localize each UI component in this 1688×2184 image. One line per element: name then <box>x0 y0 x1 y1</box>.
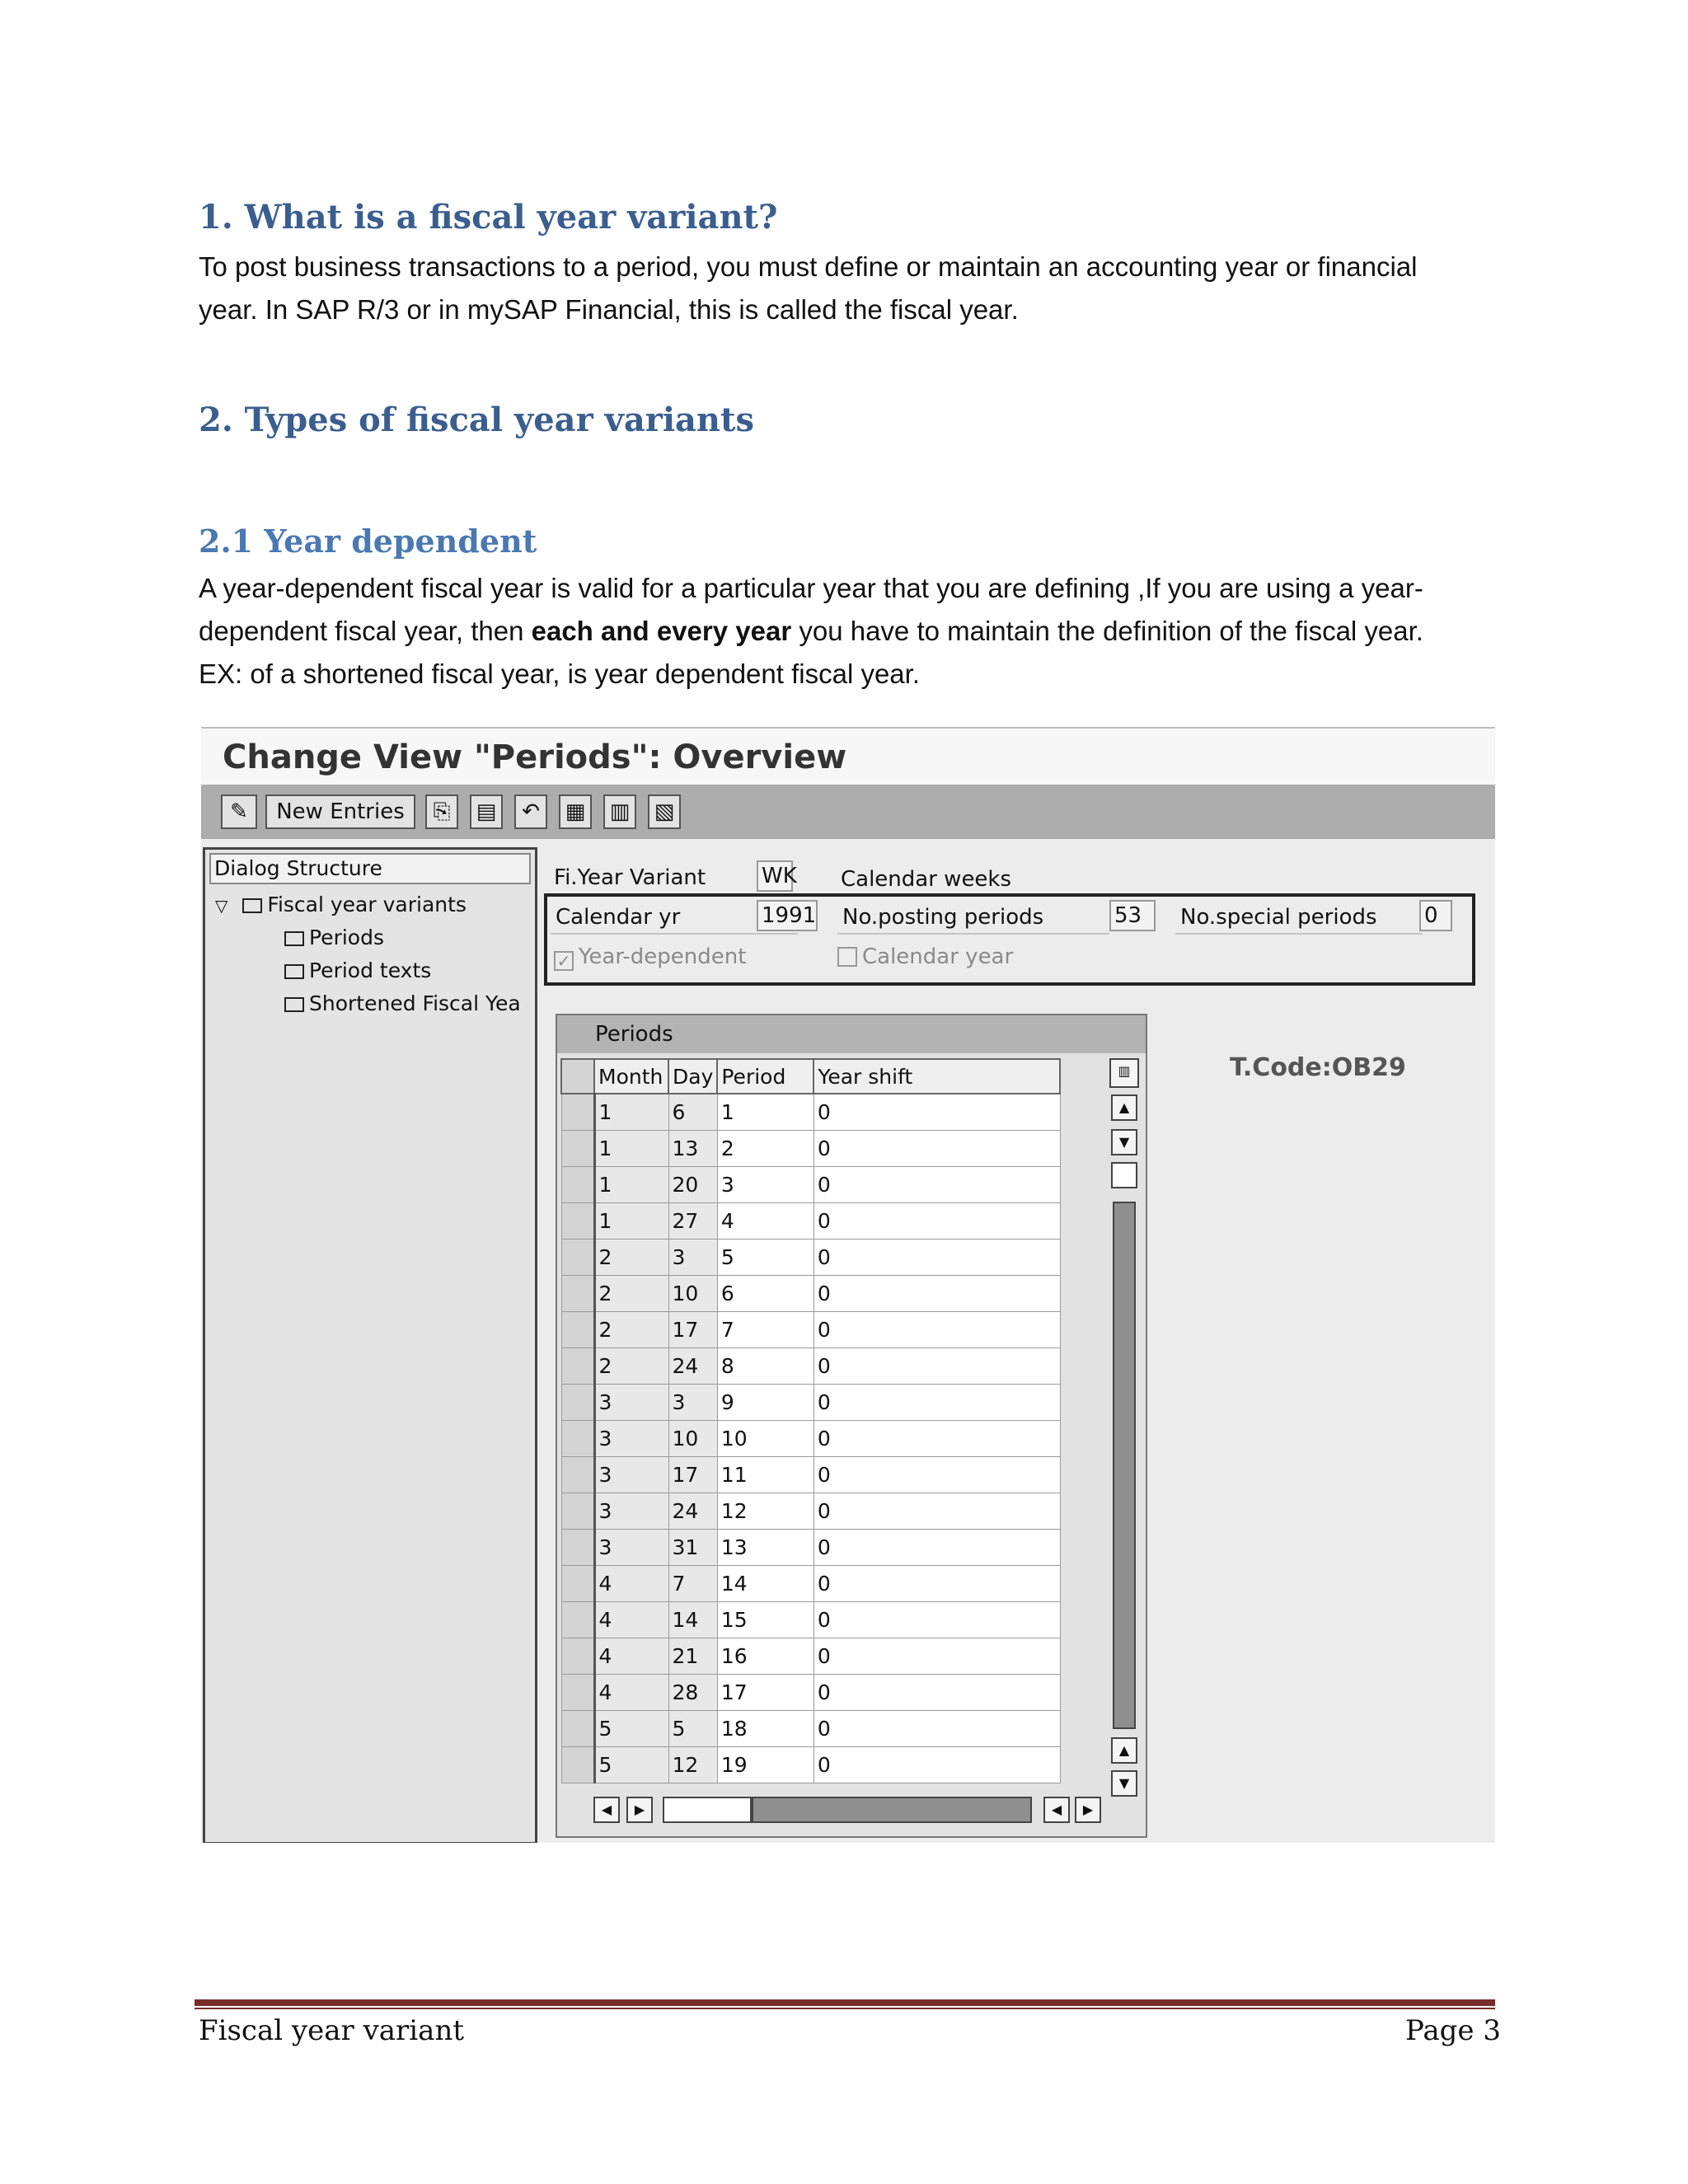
period-cell[interactable]: 14 <box>717 1566 814 1602</box>
row-selector[interactable] <box>561 1421 594 1457</box>
year-shift-cell[interactable]: 0 <box>814 1421 1060 1457</box>
scroll-last-icon[interactable]: ▶ <box>1075 1797 1101 1823</box>
day-cell[interactable]: 27 <box>668 1203 717 1240</box>
month-cell[interactable]: 3 <box>594 1530 668 1566</box>
table-row[interactable] <box>561 1457 1060 1493</box>
scroll-up-icon[interactable]: ▲ <box>1111 1094 1137 1121</box>
special-periods-field[interactable]: 0 <box>1419 900 1452 931</box>
month-cell[interactable]: 4 <box>594 1602 668 1638</box>
posting-periods-label: No.posting periods <box>837 902 1109 935</box>
h-scroll-thumb[interactable] <box>663 1797 752 1823</box>
folder-icon <box>242 898 262 913</box>
table-row[interactable] <box>561 1602 1060 1638</box>
row-selector[interactable] <box>561 1747 594 1783</box>
day-cell[interactable]: 13 <box>668 1131 717 1167</box>
year-shift-cell[interactable]: 0 <box>814 1638 1060 1675</box>
period-cell[interactable]: 6 <box>717 1276 814 1312</box>
month-cell[interactable]: 1 <box>594 1203 668 1240</box>
period-cell[interactable]: 18 <box>717 1711 814 1747</box>
row-selector[interactable] <box>561 1312 594 1348</box>
day-cell[interactable]: 17 <box>668 1457 717 1493</box>
sap-toolbar <box>201 785 1495 839</box>
row-selector[interactable] <box>561 1638 594 1675</box>
transaction-code-label: T.Code:OB29 <box>1230 1053 1406 1082</box>
table-row[interactable] <box>561 1638 1060 1675</box>
tree-item-shortened-fiscal-year[interactable]: Shortened Fiscal Yea <box>284 991 521 1015</box>
month-cell[interactable]: 3 <box>594 1421 668 1457</box>
day-cell[interactable]: 5 <box>668 1711 717 1747</box>
delete-icon[interactable]: ▤ <box>470 794 503 829</box>
period-cell[interactable]: 9 <box>717 1385 814 1421</box>
year-shift-cell[interactable]: 0 <box>814 1240 1060 1276</box>
row-selector[interactable] <box>561 1167 594 1203</box>
year-shift-cell[interactable]: 0 <box>814 1457 1060 1493</box>
month-cell[interactable]: 2 <box>594 1348 668 1385</box>
section-1-line-2: year. In SAP R/3 or in mySAP Financial, this is called the fiscal year. <box>199 294 1019 325</box>
copy-icon[interactable]: ⎘ <box>425 794 458 829</box>
period-cell[interactable]: 5 <box>717 1240 814 1276</box>
row-selector[interactable] <box>561 1094 594 1131</box>
table-row[interactable] <box>561 1240 1060 1276</box>
table-row[interactable] <box>561 1747 1060 1783</box>
select-all-icon[interactable]: ▦ <box>559 794 592 829</box>
edit-glasses-icon[interactable]: ✎ <box>221 794 257 829</box>
tree-item-fiscal-year-variants[interactable]: ▽ Fiscal year variants <box>215 893 467 916</box>
table-row[interactable] <box>561 1566 1060 1602</box>
year-shift-cell[interactable]: 0 <box>814 1530 1060 1566</box>
folder-icon <box>284 964 304 979</box>
table-row[interactable] <box>561 1131 1060 1167</box>
day-cell[interactable]: 10 <box>668 1421 717 1457</box>
row-selector[interactable] <box>561 1457 594 1493</box>
tree-item-period-texts[interactable]: Period texts <box>284 958 431 982</box>
year-shift-cell[interactable]: 0 <box>814 1747 1060 1783</box>
open-folder-icon <box>284 931 304 946</box>
scroll-left-icon[interactable]: ◀ <box>593 1797 620 1823</box>
month-cell[interactable]: 4 <box>594 1638 668 1675</box>
month-cell[interactable]: 3 <box>594 1385 668 1421</box>
special-periods-label: No.special periods <box>1175 902 1423 935</box>
month-cell[interactable]: 1 <box>594 1167 668 1203</box>
row-selector[interactable] <box>561 1602 594 1638</box>
day-cell[interactable]: 6 <box>668 1094 717 1131</box>
expand-triangle-icon[interactable]: ▽ <box>215 896 228 916</box>
scroll-page-down-icon[interactable]: ▼ <box>1111 1770 1137 1797</box>
scroll-right-icon[interactable]: ▶ <box>626 1797 653 1823</box>
section-1-heading: 1. What is a fiscal year variant? <box>199 198 778 237</box>
calendar-year-label: Calendar yr <box>551 902 798 935</box>
table-row[interactable] <box>561 1385 1060 1421</box>
month-cell[interactable]: 1 <box>594 1131 668 1167</box>
day-cell[interactable]: 7 <box>668 1566 717 1602</box>
year-shift-cell[interactable]: 0 <box>814 1493 1060 1530</box>
period-cell[interactable]: 2 <box>717 1131 814 1167</box>
section-2-1-heading: 2.1 Year dependent <box>199 523 537 560</box>
h-scroll-track[interactable] <box>752 1797 1032 1823</box>
dialog-structure-header: Dialog Structure <box>209 853 531 884</box>
checkmark-icon: ✓ <box>554 951 574 971</box>
column-header-year-shift[interactable]: Year shift <box>814 1059 1060 1094</box>
period-cell[interactable]: 19 <box>717 1747 814 1783</box>
fy-variant-field[interactable]: WK <box>757 860 793 892</box>
year-shift-cell[interactable]: 0 <box>814 1203 1060 1240</box>
sap-title-bar <box>201 727 1495 786</box>
month-cell[interactable]: 5 <box>594 1747 668 1783</box>
fy-variant-description: Calendar weeks <box>841 867 1012 892</box>
year-shift-cell[interactable]: 0 <box>814 1167 1060 1203</box>
row-selector[interactable] <box>561 1203 594 1240</box>
period-cell[interactable]: 17 <box>717 1675 814 1711</box>
section-2-1-line-1: A year-dependent fiscal year is valid for a particular year that you are defining ,If you are using a year- <box>199 573 1423 603</box>
day-cell[interactable]: 10 <box>668 1276 717 1312</box>
month-cell[interactable]: 4 <box>594 1566 668 1602</box>
footer-rule-thin <box>195 2008 1495 2009</box>
year-shift-cell[interactable]: 0 <box>814 1348 1060 1385</box>
month-cell[interactable]: 2 <box>594 1276 668 1312</box>
row-selector[interactable] <box>561 1240 594 1276</box>
month-cell[interactable]: 3 <box>594 1493 668 1530</box>
section-2-1-line-2: dependent fiscal year, then each and every year you have to maintain the definition of the fiscal year. <box>199 616 1423 646</box>
year-shift-cell[interactable]: 0 <box>814 1312 1060 1348</box>
day-cell[interactable]: 24 <box>668 1493 717 1530</box>
section-1-body <box>199 246 1501 331</box>
section-2-heading: 2. Types of fiscal year variants <box>199 401 755 439</box>
row-selector[interactable] <box>561 1675 594 1711</box>
calendar-year-checkbox[interactable]: Calendar year <box>837 944 1013 969</box>
day-cell[interactable]: 3 <box>668 1385 717 1421</box>
fy-variant-label: Fi.Year Variant <box>554 865 706 890</box>
period-cell[interactable]: 7 <box>717 1312 814 1348</box>
section-2-1-body <box>199 567 1501 696</box>
table-row[interactable] <box>561 1530 1060 1566</box>
day-cell[interactable]: 17 <box>668 1312 717 1348</box>
day-cell[interactable]: 3 <box>668 1240 717 1276</box>
scroll-first-icon[interactable]: ◀ <box>1043 1797 1070 1823</box>
period-cell[interactable]: 10 <box>717 1421 814 1457</box>
table-settings-icon[interactable]: ▥ <box>1109 1058 1139 1088</box>
table-row[interactable] <box>561 1348 1060 1385</box>
column-header-day[interactable]: Day <box>668 1059 717 1094</box>
period-cell[interactable]: 1 <box>717 1094 814 1131</box>
period-cell[interactable]: 16 <box>717 1638 814 1675</box>
vertical-scrollbar[interactable] <box>1111 1094 1139 1791</box>
year-shift-cell[interactable]: 0 <box>814 1711 1060 1747</box>
table-row[interactable] <box>561 1203 1060 1240</box>
day-cell[interactable]: 21 <box>668 1638 717 1675</box>
year-shift-cell[interactable]: 0 <box>814 1385 1060 1421</box>
periods-table-title: Periods <box>557 1015 1146 1053</box>
month-cell[interactable]: 1 <box>594 1094 668 1131</box>
month-cell[interactable]: 2 <box>594 1312 668 1348</box>
emphasis-text: each and every year <box>531 616 792 646</box>
period-cell[interactable]: 3 <box>717 1167 814 1203</box>
period-cell[interactable]: 12 <box>717 1493 814 1530</box>
year-shift-cell[interactable]: 0 <box>814 1566 1060 1602</box>
year-shift-cell[interactable]: 0 <box>814 1276 1060 1312</box>
day-cell[interactable]: 31 <box>668 1530 717 1566</box>
posting-periods-field[interactable]: 53 <box>1109 900 1156 931</box>
row-selector[interactable] <box>561 1493 594 1530</box>
column-header-month[interactable]: Month <box>594 1059 668 1094</box>
row-selector[interactable] <box>561 1566 594 1602</box>
year-shift-cell[interactable]: 0 <box>814 1131 1060 1167</box>
year-shift-cell[interactable]: 0 <box>814 1602 1060 1638</box>
section-2-1-line-3: EX: of a shortened fiscal year, is year dependent fiscal year. <box>199 658 920 689</box>
table-row[interactable] <box>561 1421 1060 1457</box>
folder-icon <box>284 997 304 1012</box>
day-cell[interactable]: 24 <box>668 1348 717 1385</box>
scroll-track[interactable] <box>1113 1202 1136 1729</box>
year-dependent-checkbox[interactable]: ✓ Year-dependent <box>554 944 746 971</box>
row-selector[interactable] <box>561 1530 594 1566</box>
row-selector[interactable] <box>561 1131 594 1167</box>
section-1-line-1: To post business transactions to a period, you must define or maintain an accounting year or financial <box>199 251 1418 282</box>
table-row[interactable] <box>561 1276 1060 1312</box>
year-shift-cell[interactable]: 0 <box>814 1094 1060 1131</box>
period-cell[interactable]: 15 <box>717 1602 814 1638</box>
month-cell[interactable]: 4 <box>594 1675 668 1711</box>
scroll-page-up-icon[interactable]: ▲ <box>1111 1737 1137 1764</box>
scroll-down-icon[interactable]: ▼ <box>1111 1129 1137 1155</box>
year-shift-cell[interactable]: 0 <box>814 1675 1060 1711</box>
month-cell[interactable]: 2 <box>594 1240 668 1276</box>
table-row[interactable] <box>561 1312 1060 1348</box>
footer-title: Fiscal year variant <box>199 2014 465 2047</box>
row-selector[interactable] <box>561 1385 594 1421</box>
new-entries-button[interactable]: New Entries <box>265 794 415 829</box>
sap-screenshot <box>201 727 1495 1843</box>
periods-table-panel <box>556 1014 1147 1838</box>
row-selector[interactable] <box>561 1348 594 1385</box>
deselect-all-icon[interactable]: ▧ <box>648 794 681 829</box>
column-header-period[interactable]: Period <box>717 1059 814 1094</box>
period-cell[interactable]: 13 <box>717 1530 814 1566</box>
row-selector[interactable] <box>561 1711 594 1747</box>
day-cell[interactable]: 20 <box>668 1167 717 1203</box>
day-cell[interactable]: 28 <box>668 1675 717 1711</box>
period-cell[interactable]: 8 <box>717 1348 814 1385</box>
calendar-year-field[interactable]: 1991 <box>757 900 818 931</box>
footer-rule-thick <box>195 1999 1495 2006</box>
horizontal-scrollbar[interactable] <box>593 1797 1121 1823</box>
dialog-structure-panel <box>203 847 537 1843</box>
table-header-row <box>561 1059 1060 1094</box>
sap-screen-title: Change View "Periods": Overview <box>223 738 847 776</box>
select-block-icon[interactable]: ▥ <box>603 794 636 829</box>
scroll-thumb[interactable] <box>1111 1162 1137 1188</box>
day-cell[interactable]: 12 <box>668 1747 717 1783</box>
periods-table <box>560 1058 1061 1783</box>
row-selector-header[interactable] <box>561 1059 594 1094</box>
table-row[interactable] <box>561 1493 1060 1530</box>
period-cell[interactable]: 11 <box>717 1457 814 1493</box>
day-cell[interactable]: 14 <box>668 1602 717 1638</box>
table-row[interactable] <box>561 1167 1060 1203</box>
month-cell[interactable]: 3 <box>594 1457 668 1493</box>
table-row[interactable] <box>561 1711 1060 1747</box>
table-row[interactable] <box>561 1094 1060 1131</box>
highlight-box <box>544 893 1475 986</box>
month-cell[interactable]: 5 <box>594 1711 668 1747</box>
page-number: Page 3 <box>1405 2014 1501 2047</box>
period-cell[interactable]: 4 <box>717 1203 814 1240</box>
tree-item-periods[interactable]: Periods <box>284 926 384 949</box>
table-row[interactable] <box>561 1675 1060 1711</box>
undo-icon[interactable]: ↶ <box>514 794 547 829</box>
row-selector[interactable] <box>561 1276 594 1312</box>
